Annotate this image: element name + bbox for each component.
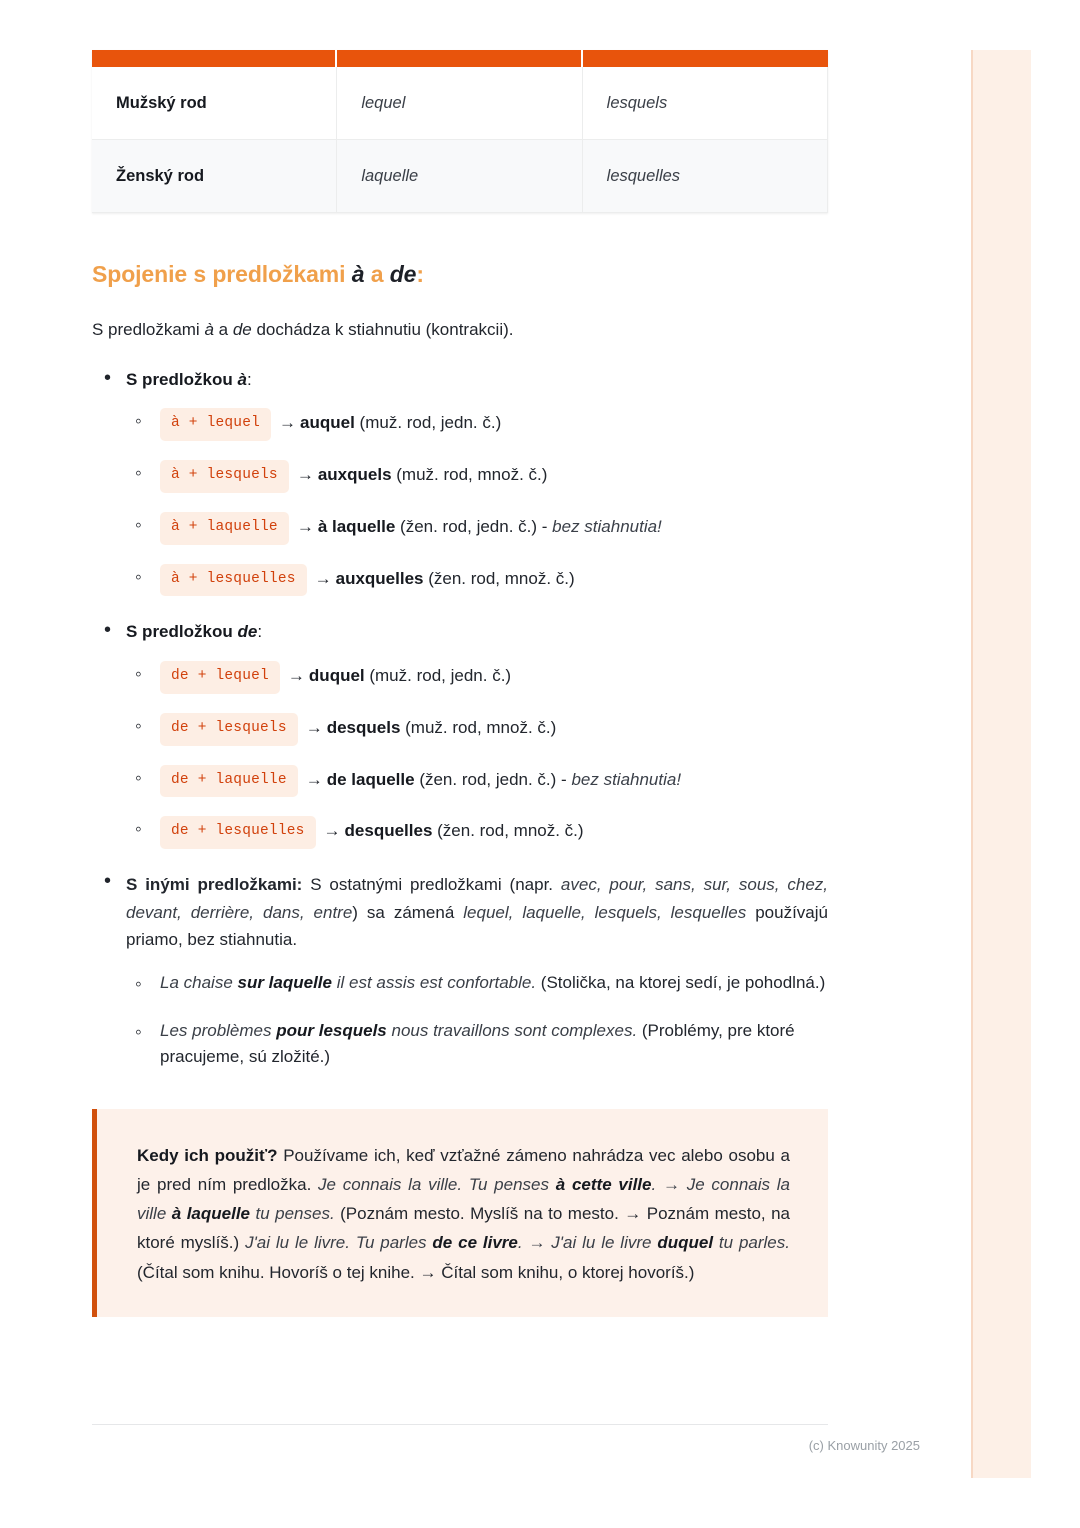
list-item — [126, 713, 828, 746]
callout-slovak-1: (Poznám mesto. Myslíš na to mesto. → Poznám mesto, na ktoré myslíš.) — [137, 1204, 790, 1253]
contraction-chip: de + lesquelles — [160, 816, 316, 849]
group-de-label — [126, 620, 828, 645]
list-item — [126, 765, 828, 798]
group-a-label-prep: à — [237, 369, 247, 389]
callout-slovak-2: (Čítal som knihu. Hovoríš o tej knihe. → Čítal som knihu, o ktorej hovoríš.) — [137, 1262, 695, 1282]
group-other-prepositions — [92, 871, 828, 1071]
callout-french-3: J'ai lu le livre. Tu parles — [245, 1233, 433, 1253]
contraction-extra: bez stiahnutia! — [552, 516, 662, 536]
cell-feminine-plural: lesquelles — [583, 140, 828, 213]
callout-french-1-highlight: à cette ville — [555, 1174, 652, 1194]
table-header-cell-3 — [583, 50, 828, 67]
arrow-icon: → — [279, 413, 297, 433]
contraction-note: (muž. rod, jedn. č.) — [364, 666, 512, 686]
list-item — [126, 970, 828, 996]
other-text-2: ) sa zámená — [352, 902, 464, 922]
contraction-chip: de + lequel — [160, 661, 280, 694]
list-item — [126, 460, 828, 493]
contraction-result: auxquelles — [335, 568, 424, 588]
cell-masculine-singular: lequel — [337, 67, 582, 140]
contraction-result: à laquelle — [317, 516, 396, 536]
table-header-cell-2 — [337, 50, 582, 67]
footer-copyright: (c) Knowunity 2025 — [808, 1438, 920, 1453]
contraction-result: desquels — [326, 717, 401, 737]
list-item — [126, 1018, 828, 1071]
declension-table — [92, 50, 828, 213]
section-title-prefix: Spojenie s predložkami — [92, 261, 352, 287]
callout-french-2: Je connais la ville — [137, 1174, 791, 1224]
section-lead-paragraph — [92, 318, 828, 342]
section-title-prep-a: à — [351, 261, 365, 287]
other-example-list — [126, 970, 828, 1071]
list-item — [126, 661, 828, 694]
cell-masculine-plural: lesquels — [583, 67, 828, 140]
callout-french-3-highlight: de ce livre — [432, 1233, 518, 1253]
contraction-chip: à + lesquelles — [160, 564, 307, 597]
group-a-label-suffix: : — [246, 369, 252, 389]
cell-feminine-singular: laquelle — [337, 140, 582, 213]
callout-french-4: J'ai lu le livre — [551, 1233, 658, 1253]
callout-text-1: Používame ich, keď vzťažné zámeno nahrádza vec alebo osobu a je pred ním predložka. — [137, 1145, 791, 1194]
list-item — [126, 512, 828, 545]
table-header — [92, 50, 828, 67]
group-a-label-prefix: S predložkou — [126, 369, 238, 389]
table-header-row — [92, 50, 828, 67]
other-prepositions-label: S inými predložkami: — [126, 875, 303, 895]
contraction-note: (muž. rod, množ. č.) — [400, 717, 557, 737]
list-item — [126, 816, 828, 849]
other-text-3: používajú priamo, bez stiahnutia. — [126, 902, 828, 950]
section-title-prep-de: de — [389, 261, 417, 287]
group-de-label-prep: de — [237, 622, 258, 642]
footer-divider — [92, 1424, 828, 1425]
arrow-icon: → — [314, 568, 332, 588]
other-text-1: S ostatnými predložkami (napr. — [302, 875, 561, 895]
example-french-highlight: sur laquelle — [237, 972, 332, 992]
example-french-part-1: Les problèmes — [160, 1021, 277, 1041]
example-french-highlight: pour lesquels — [276, 1021, 387, 1041]
callout-french-3-end: . → — [517, 1233, 552, 1253]
lead-text-1: S predložkami — [92, 320, 205, 339]
callout-french-2-highlight: à laquelle — [171, 1204, 250, 1224]
example-slovak-translation: (Stolička, na ktorej sedí, je pohodlná.) — [536, 972, 826, 992]
group-de-label-prefix: S predložkou — [126, 622, 238, 642]
contraction-note: (muž. rod, množ. č.) — [391, 465, 548, 485]
table-row — [92, 140, 828, 213]
contraction-result: duquel — [308, 666, 365, 686]
contraction-extra: bez stiahnutia! — [571, 769, 682, 789]
section-title-suffix: : — [416, 261, 424, 287]
lead-text-2: a — [213, 320, 233, 339]
table-body — [92, 67, 828, 213]
arrow-icon: → — [323, 821, 341, 841]
other-prepositions-paragraph — [126, 871, 828, 954]
group-a-item-list — [126, 408, 828, 596]
group-de-label-suffix: : — [257, 622, 263, 642]
example-french-part-2: il est assis est confortable. — [331, 972, 537, 992]
callout-french-1: Je connais la ville. Tu penses — [318, 1174, 556, 1194]
right-decorative-panel — [973, 50, 1031, 1478]
row-label-masculine: Mužský rod — [92, 67, 337, 140]
lead-prep-a: à — [204, 320, 214, 339]
lead-text-3: dochádza k stiahnutiu (kontrakcii). — [251, 320, 514, 339]
contraction-chip: à + lesquels — [160, 460, 289, 493]
contraction-chip: de + laquelle — [160, 765, 298, 798]
example-slovak-translation: (Problémy, pre ktoré pracujeme, sú zložité.) — [160, 1021, 795, 1067]
group-preposition-a — [92, 368, 828, 597]
contraction-note: (žen. rod, jedn. č.) - — [414, 769, 572, 789]
section-title-conjunction: a — [364, 261, 390, 287]
callout-french-4-highlight: duquel — [657, 1233, 714, 1253]
callout-french-2-end: tu penses. — [250, 1204, 335, 1224]
table-row — [92, 67, 828, 140]
arrow-icon: → — [287, 666, 305, 686]
row-label-feminine: Ženský rod — [92, 140, 337, 213]
contraction-result: auquel — [300, 413, 355, 433]
contraction-result: desquelles — [344, 821, 433, 841]
contraction-note: (žen. rod, množ. č.) — [423, 568, 575, 588]
example-french-part-2: nous travaillons sont complexes. — [386, 1021, 638, 1041]
example-french-part-1: La chaise — [160, 972, 238, 992]
contraction-note: (žen. rod, množ. č.) — [432, 821, 584, 841]
arrow-icon: → — [305, 717, 323, 737]
list-item — [126, 408, 828, 441]
group-preposition-de — [92, 620, 828, 849]
lead-prep-de: de — [232, 320, 252, 339]
callout-paragraph — [137, 1141, 790, 1287]
contraction-note: (muž. rod, jedn. č.) — [354, 413, 502, 433]
list-item — [126, 564, 828, 597]
preposition-group-list — [92, 368, 828, 1071]
callout-french-4-end: tu parles. — [713, 1233, 790, 1253]
contraction-chip: à + laquelle — [160, 512, 289, 545]
usage-callout-box — [92, 1109, 828, 1317]
group-a-label — [126, 368, 828, 393]
contraction-result: auxquels — [317, 465, 392, 485]
arrow-icon: → — [305, 769, 323, 789]
contraction-chip: de + lesquels — [160, 713, 298, 746]
arrow-icon: → — [296, 465, 314, 485]
group-de-item-list — [126, 661, 828, 849]
contraction-result: de laquelle — [326, 769, 415, 789]
other-pronoun-list: lequel, laquelle, lesquels, lesquelles — [463, 902, 747, 922]
callout-title: Kedy ich použiť? — [137, 1145, 278, 1165]
other-preposition-examples: avec, pour, sans, sur, sous, chez, devant, derrière, dans, entre — [126, 875, 828, 922]
callout-french-1-end: . → — [651, 1174, 687, 1194]
table-header-cell-1 — [92, 50, 337, 67]
section-title — [92, 261, 828, 288]
contraction-note: (žen. rod, jedn. č.) - — [395, 516, 553, 536]
arrow-icon: → — [296, 516, 314, 536]
contraction-chip: à + lequel — [160, 408, 271, 441]
